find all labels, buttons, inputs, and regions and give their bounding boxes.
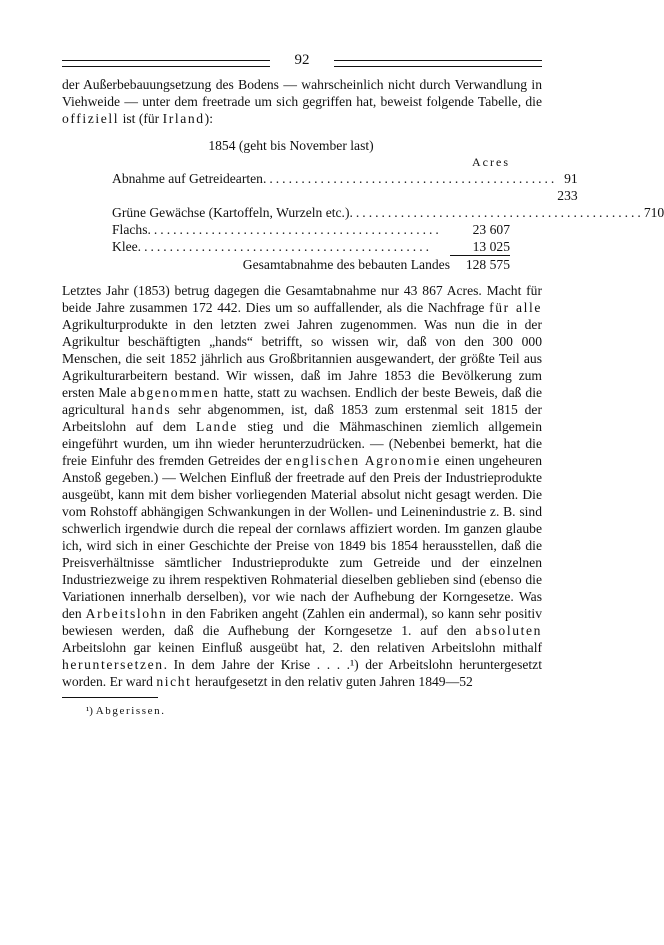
page-header — [62, 52, 542, 76]
acreage-table — [112, 137, 664, 274]
footnote-rule — [62, 697, 158, 698]
table-row: Klee .............................................. 13 025 — [112, 239, 510, 254]
page-number: 92 — [294, 52, 310, 68]
table-total-row — [112, 256, 510, 274]
header-rule-right — [334, 60, 542, 67]
book-page — [62, 52, 664, 718]
table-unit: Acres — [472, 155, 510, 169]
intro-paragraph: der Außerbebauungsetzung des Bodens — wahrscheinlich nicht durch Verwandlung in Viehweide — unter dem freetrade um sich gegriffen hat, beweist folgende Tabelle, die offiziell ist (für Irland): — [62, 77, 542, 126]
footnote-marker: ¹) — [86, 705, 93, 717]
total-label: Gesamtabnahme des bebauten Landes — [242, 257, 450, 272]
footnote-text: Abgerissen. — [95, 705, 166, 717]
table-row: Abnahme auf Getreidearten .............................................. 91 233 — [112, 171, 578, 203]
main-paragraph: Letztes Jahr (1853) betrug dagegen die Gesamtabnahme nur 43 867 Acres. Macht für beide Jahre zusammen 172 442. Dies um so auffallender, als die Nachfrage für alle Agrikulturprodukte in den letzten zwei Jahren zugenommen. Was nun die in der Agrikultur beschäftigten „hands“ betrifft, so wissen wir, daß von den 300 000 Menschen, die seit 1852 jährlich aus Großbritannien ausgewandert, der größte Teil aus Agrikulturarbeitern bestand. Wir wissen, daß im Jahre 1853 die Bevölkerung zum ersten Male abgenommen hatte, statt zu wachsen. Endlich der beste Beweis, daß die agricultural hands sehr abgenommen, ist, daß 1853 zum erstenmal seit 1815 der Arbeitslohn auf dem Lande stieg und die Mähmaschinen ziemlich allgemein eingeführt wurden, um ihn wieder herunterzudrücken. — (Nebenbei bemerkt, hat die freie Einfuhr des fremden Getreides der englischen Agronomie einen ungeheuren Anstoß gegeben.) — Welchen Einfluß der freetrade auf den Preis der Industrieprodukte ausgeübt, kann mit dem bisher vorliegenden Material absolut nicht gesagt werden. Die vom Rohstoff abhängigen Schwankungen in der Wollen- und Leinenindustrie z. B. sind schwerlich irgendwie durch die repeal der cornlaws affiziert worden. Im ganzen glaube ich, wird sich in einer Geschichte der Preise von 1849 bis 1854 herausstellen, daß die Preisverhältnisse sämtlicher Industrieprodukte zum Getreide und der einzelnen Industriezweige zu ihrem respektiven Rohmaterial dieselben geblieben sind (ebenso die Variationen innerhalb derselben), vor wie nach der Aufhebung der Korngesetze. Was den Arbeitslohn in den Fabriken angeht (Zahlen ein andermal), so kann sehr positiv bewiesen werden, daß die Aufhebung der Korngesetze 1. auf den absoluten Arbeitslohn gar keinen Einfluß ausgeübt hat, 2. den relativen Arbeitslohn mithalf heruntersetzen. In dem Jahre der Krise . . . .¹) der Arbeitslohn heruntergesetzt worden. Er ward nicht heraufgesetzt in den relativ guten Jahren 1849—52 — [62, 283, 542, 689]
table-row: Flachs .............................................. 23 607 — [112, 222, 510, 237]
total-value: 128 575 — [465, 257, 510, 272]
footnote — [86, 704, 542, 718]
table-title: 1854 (geht bis November last) — [208, 138, 374, 153]
table-row: Grüne Gewächse (Kartoffeln, Wurzeln etc.) .............................................. 710 — [112, 205, 664, 220]
